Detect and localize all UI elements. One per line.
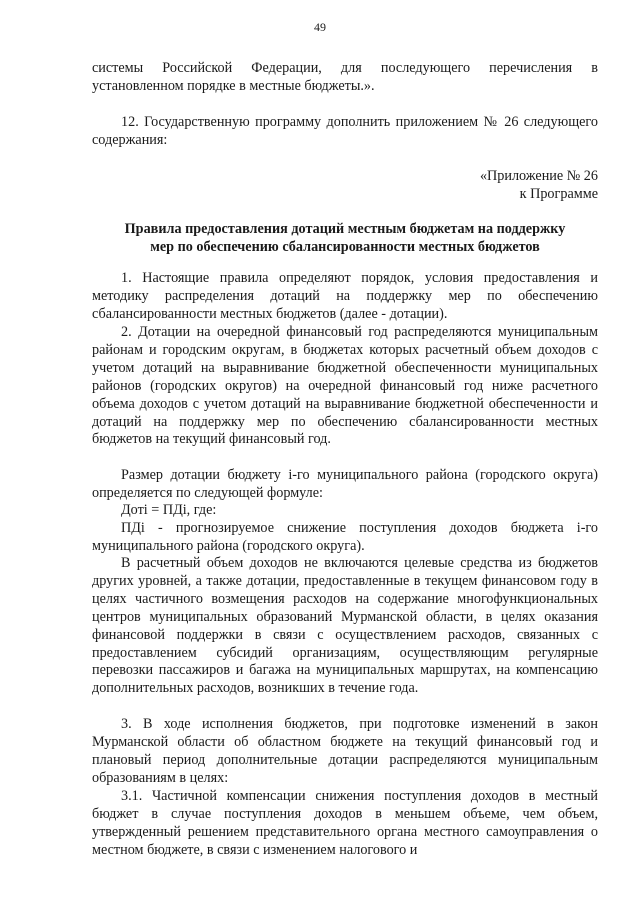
- page-number: 49: [314, 20, 326, 34]
- paragraph-3-1: 3.1. Частичной компенсации снижения поступления доходов в местный бюджет в случае поступления доходов в меньшем объеме, чем объем, утвержденный решением представительного органа местного самоуправления о местном бюджете, в связи с изменением налогового и: [92, 788, 598, 858]
- appendix-reference-line1: «Приложение № 26: [479, 168, 598, 184]
- title-line1: Правила предоставления дотаций местным бюджетам на поддержку: [124, 221, 566, 237]
- paragraph-2: 2. Дотации на очередной финансовый год распределяются муниципальным районам и городским округам, в бюджетах которых расчетный объем доходов с учетом дотаций на выравнивание бюджетной обеспеченности муниципальных районов (городских округов) на очередной финансовый год ниже расчетного объема доходов с учетом дотаций на выравнивание бюджетной обеспеченности и дотаций на поддержку мер по обеспечению сбалансированности местных бюджетов на текущий финансовый год.: [92, 324, 598, 448]
- paragraph-pdi-definition: ПДi - прогнозируемое снижение поступления доходов бюджета i-го муниципального района (городского округа).: [92, 520, 598, 554]
- paragraph-3: 3. В ходе исполнения бюджетов, при подготовке изменений в закон Мурманской области об областном бюджете на текущий финансовый год и плановый период дополнительные дотации распределяются муниципальным образованиям в целях:: [92, 716, 598, 786]
- appendix-reference: [92, 168, 598, 204]
- formula: Дотi = ПДi, где:: [121, 502, 217, 518]
- item-12-paragraph: 12. Государственную программу дополнить приложением № 26 следующего содержания:: [92, 114, 598, 148]
- paragraph-1: 1. Настоящие правила определяют порядок, условия предоставления и методику распределения дотаций на поддержку мер по обеспечению сбалансированности местных бюджетов (далее - дотации).: [92, 270, 598, 322]
- title-line2: мер по обеспечению сбалансированности местных бюджетов: [150, 238, 540, 255]
- paragraph-formula-intro: Размер дотации бюджету i-го муниципального района (городского округа) определяется по следующей формуле:: [92, 467, 598, 501]
- appendix-reference-line2: к Программе: [519, 185, 598, 202]
- paragraph-excluded-revenue: В расчетный объем доходов не включаются целевые средства из бюджетов других уровней, а также дотации, предоставленные в текущем финансовом году в целях частичного возмещения расходов на содержание многофункциональных центров муниципальных образований Мурманской области, в целях оказания финансовой поддержки в связи с осуществлением расходов, связанных с предоставлением субсидий организациям, осуществляющим регулярные перевозки пассажиров и багажа на муниципальных маршрутах, на компенсацию дополнительных расходов, возникших в течение года.: [92, 555, 598, 697]
- document-title: [100, 221, 590, 257]
- continuation-paragraph: системы Российской Федерации, для последующего перечисления в установленном порядке в местные бюджеты.».: [92, 60, 598, 94]
